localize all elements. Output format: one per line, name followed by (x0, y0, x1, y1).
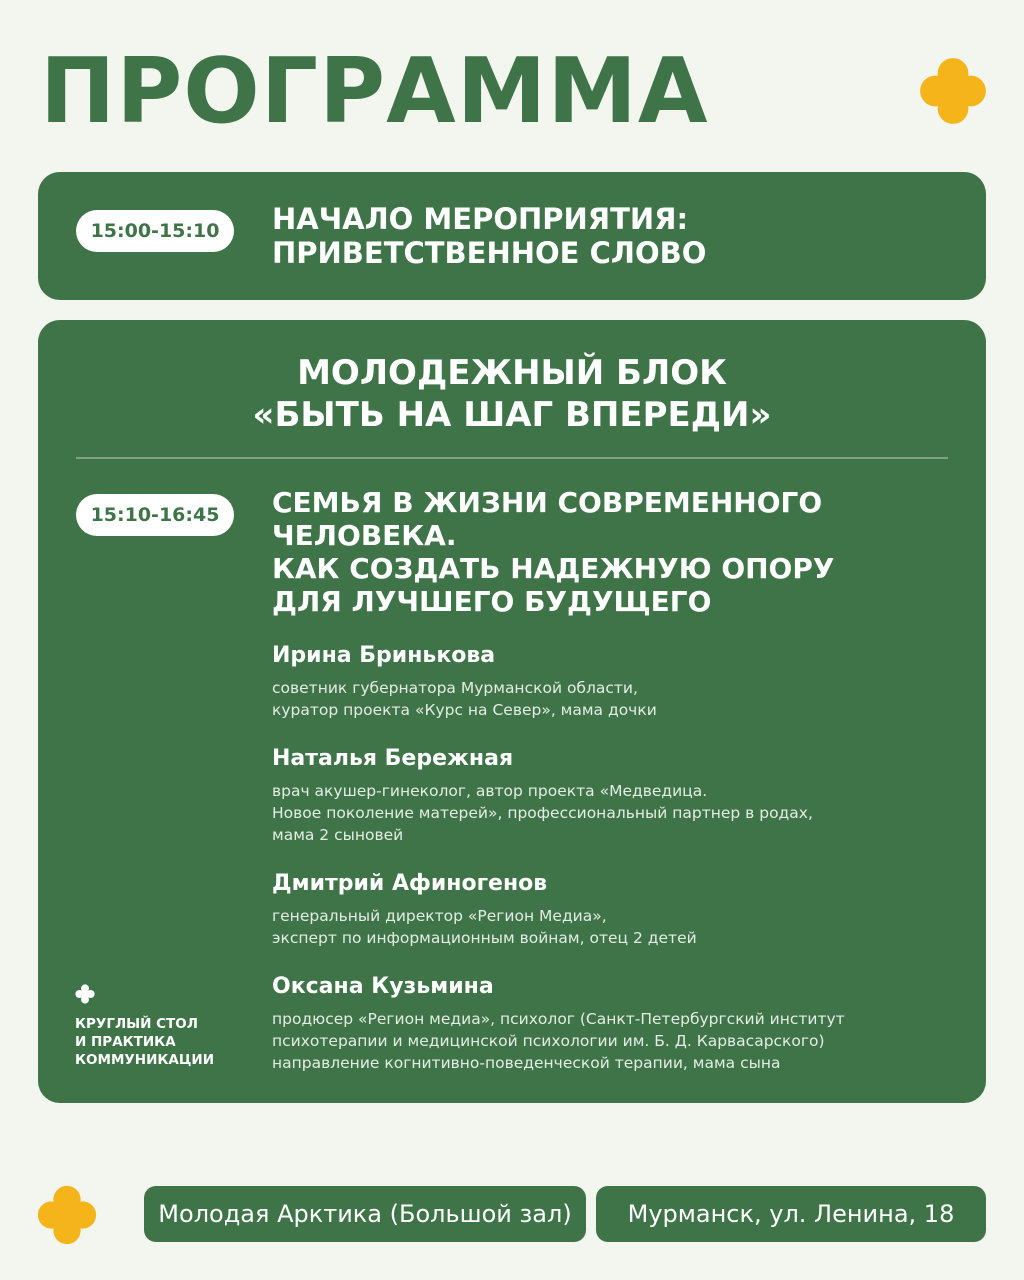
speaker-description: генеральный директор «Регион Медиа», эксперт по информационным войнам, отец 2 детей (272, 907, 697, 947)
speaker-item (272, 870, 962, 949)
time-badge: 15:00-15:10 (76, 210, 234, 252)
speaker-name: Наталья Бережная (272, 746, 514, 771)
speaker-description: советник губернатора Мурманской области, куратор проекта «Курс на Север», мама дочки (272, 679, 657, 719)
speaker-item (272, 745, 962, 846)
opening-card (38, 172, 986, 300)
youth-block-card (38, 320, 986, 1103)
address-label: Мурманск, ул. Ленина, 18 (596, 1186, 986, 1242)
speaker-list (272, 642, 962, 1098)
block-title: МОЛОДЕЖНЫЙ БЛОК «БЫТЬ НА ШАГ ВПЕРЕДИ» (252, 353, 772, 435)
format-tag: КРУГЛЫЙ СТОЛ И ПРАКТИКА КОММУНИКАЦИИ (75, 1016, 214, 1068)
clover-icon (918, 56, 988, 126)
venue-label: Молодая Арктика (Большой зал) (144, 1186, 586, 1242)
speaker-name: Дмитрий Афиногенов (272, 871, 548, 896)
divider (76, 457, 948, 459)
speaker-name: Оксана Кузьмина (272, 974, 494, 999)
speaker-description: врач акушер-гинеколог, автор проекта «Медведица. Новое поколение матерей», профессиональный партнер в родах, мама 2 сыновей (272, 782, 813, 844)
opening-heading: НАЧАЛО МЕРОПРИЯТИЯ: ПРИВЕТСТВЕННОЕ СЛОВО (272, 202, 707, 270)
page-title: ПРОГРАММА (40, 39, 709, 144)
session-topic: СЕМЬЯ В ЖИЗНИ СОВРЕМЕННОГО ЧЕЛОВЕКА. КАК СОЗДАТЬ НАДЕЖНУЮ ОПОРУ ДЛЯ ЛУЧШЕГО БУДУЩЕГО (272, 486, 835, 618)
speaker-item (272, 642, 962, 721)
time-badge: 15:10-16:45 (76, 494, 234, 536)
clover-icon (36, 1184, 98, 1246)
speaker-name: Ирина Бринькова (272, 643, 496, 668)
speaker-item (272, 973, 962, 1074)
plus-icon (75, 984, 95, 1004)
speaker-description: продюсер «Регион медиа», психолог (Санкт-Петербургский институт психотерапии и медицинской психологии им. Б. Д. Карвасарского) направление когнитивно-поведенческой терапии, мама сына (272, 1010, 845, 1072)
